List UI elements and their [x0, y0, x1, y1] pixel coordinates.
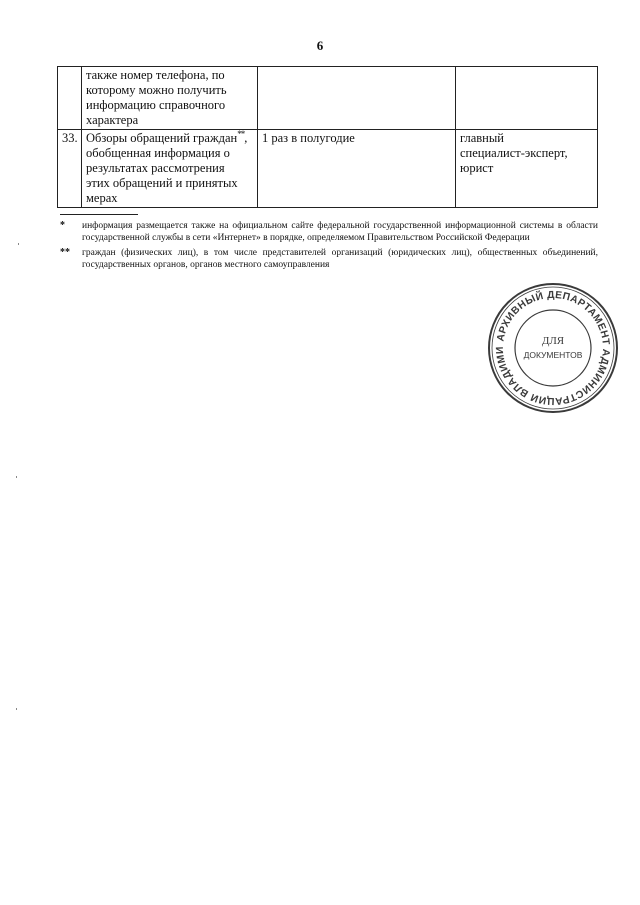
row-number-cell: 33.	[58, 130, 82, 208]
scan-speck	[16, 476, 17, 478]
stamp-graphic	[483, 278, 623, 418]
name-punct: ,	[244, 131, 248, 145]
document-table	[57, 66, 598, 208]
footnote-text: граждан (физических лиц), в том числе представителей организаций (юридических лиц), общественных объединений, государственных органов, органов местного самоуправления	[82, 248, 598, 270]
row-name-cell	[82, 130, 258, 208]
footnote-text: информация размещается также на официальном сайте федеральной государственной информационной системы в области государственной службы в сети «Интернет» в порядке, определяемом Правительством Российской Федерации	[82, 221, 598, 243]
footnotes	[60, 220, 598, 274]
page-number: 6	[316, 38, 324, 53]
row-term-cell: 1 раз в полугодие	[258, 130, 456, 208]
name-line: результатах рассмотрения	[86, 161, 225, 175]
stamp-center-line2: ДОКУМЕНТОВ	[523, 350, 583, 360]
stamp-inner-ring	[515, 310, 591, 386]
stamp-mid-ring	[492, 287, 614, 409]
archive-stamp	[483, 278, 623, 418]
name-first-text: Обзоры обращений граждан	[86, 131, 238, 145]
responsible-line: юрист	[460, 161, 494, 175]
footnote-marker: **	[60, 247, 70, 258]
scan-speck	[18, 243, 19, 245]
stamp-center-line1: ДЛЯ	[541, 335, 565, 347]
name-line	[86, 128, 253, 146]
row-name-cell	[82, 67, 258, 130]
name-line: характера	[86, 113, 139, 127]
table-row	[58, 67, 598, 130]
responsible-line: специалист-эксперт,	[460, 146, 568, 160]
name-line: этих обращений и принятых	[86, 176, 238, 190]
row-number-cell	[58, 67, 82, 130]
table-row	[58, 130, 598, 208]
name-line: обобщенная информация о	[86, 146, 230, 160]
name-line: информацию справочного	[86, 98, 226, 112]
stamp-ring-text: АРХИВНЫЙ ДЕПАРТАМЕНТ АДМИНИСТРАЦИИ ВЛАДИМИ	[494, 289, 612, 407]
row-responsible-cell	[456, 130, 598, 208]
scan-speck	[16, 708, 17, 710]
responsible-line: главный	[460, 131, 504, 145]
row-term-cell	[258, 67, 456, 130]
name-line: также номер телефона, по	[86, 68, 225, 82]
stamp-outer-ring	[489, 284, 617, 412]
name-line: мерах	[86, 191, 118, 205]
footnote-reference-marker: **	[237, 128, 245, 139]
footnote-divider	[60, 214, 138, 215]
footnote	[60, 220, 598, 244]
footnote-marker: *	[60, 220, 65, 231]
row-responsible-cell	[456, 67, 598, 130]
name-line: которому можно получить	[86, 83, 227, 97]
footnote	[60, 247, 598, 271]
